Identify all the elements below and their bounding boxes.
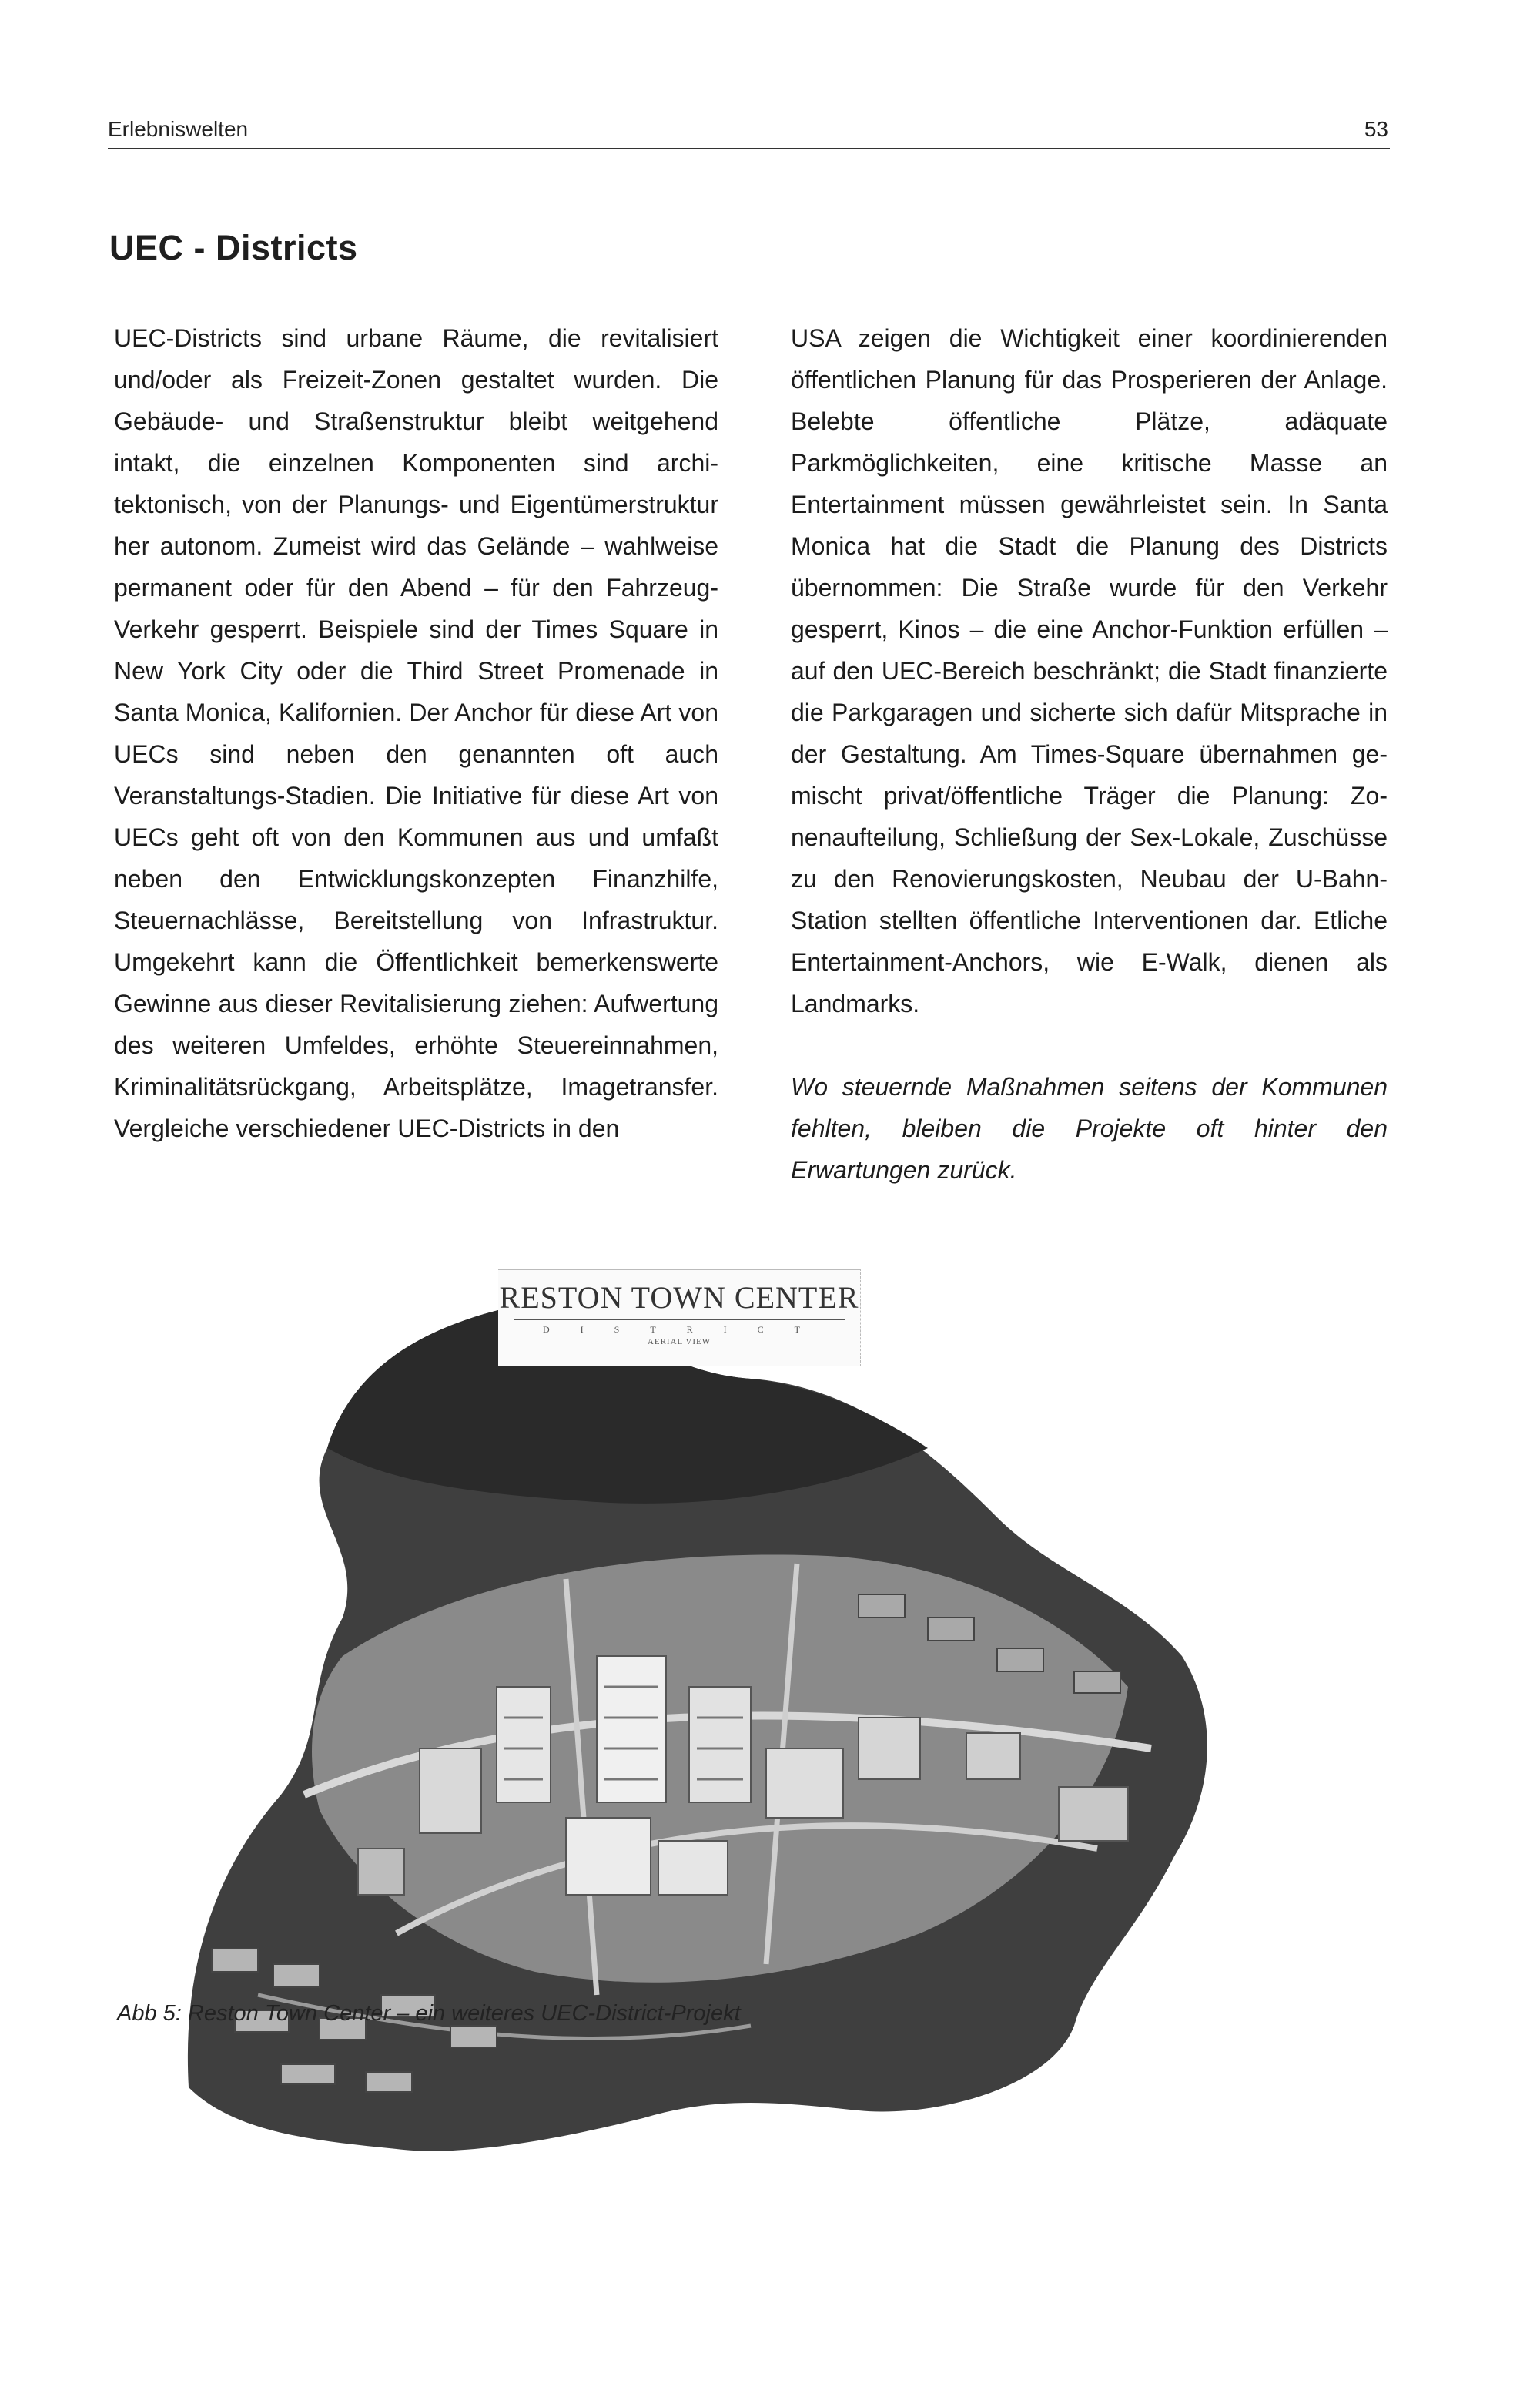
figure-caption: Abb 5: Reston Town Center – ein weiteres UEC-District-Projekt [117, 2001, 741, 2026]
aerial-view-illustration [166, 1255, 1240, 2395]
figure-label-subtitle: DISTRICT [543, 1324, 831, 1335]
figure-label-view: AERIAL VIEW [647, 1337, 711, 1346]
right-column-text: USA zeigen die Wichtigkeit einer koordinierenden öffentlichen Planung für das Prosperieren der Anlage. Belebte öffentliche Plätze, adäquate Parkmöglichkeiten, eine kritische Masse an Entertainment müssen gewährleistet sein. In Santa Monica hat die Stadt die Planung des Districts übernommen: Die Straße wurde für den Verkehr gesperrt, Kinos – die eine Anchor-Funktion erfüllen – auf den UEC-Bereich beschränkt; die Stadt finanzierte die Parkgaragen und sicherte sich dafür Mitsprache in der Gestaltung. Am Times-Square übernahmen gemischt privat/öffentliche Träger die Planung: Zonenaufteilung, Schließung der Sex-Lokale, Zuschüsse zu den Renovierungskosten, Neubau der U-Bahn-Station stellten öffentliche Interventionen dar. Etliche Entertainment-Anchors, wie E-Walk, dienen als Landmarks. [791, 324, 1388, 1017]
page-title: UEC - Districts [109, 228, 358, 267]
left-column [114, 317, 718, 1149]
aerial-view-figure [166, 1255, 1240, 2407]
running-header [108, 116, 1390, 149]
page-number: 53 [1364, 117, 1388, 141]
right-column [791, 317, 1388, 1191]
figure-label-title: RESTON TOWN CENTER [499, 1280, 859, 1315]
left-column-text: UEC-Districts sind urbane Räume, die revitalisiert und/oder als Freizeit-Zonen gestaltet wurden. Die Gebäude- und Straßenstruktur bleibt weitgehend intakt, die einzelnen Komponenten sind architektonisch, von der Planungs- und Eigentümerstruktur her autonom. Zumeist wird das Gelände – wahlweise permanent oder für den Abend – für den Fahrzeug-Verkehr gesperrt. Beispiele sind der Times Square in New York City oder die Third Street Promenade in Santa Monica, Kalifornien. Der Anchor für diese Art von UECs sind neben den genannten oft auch Veranstaltungs-Stadien. Die Initiative für diese Art von UECs geht oft von den Kommunen aus und umfaßt neben den Entwicklungskonzepten Finanzhilfe, Steuernachlässe, Bereitstellung von Infrastruktur. Umgekehrt kann die Öffentlichkeit bemerkenswerte Gewinne aus dieser Revitalisierung ziehen: Aufwertung des weiteren Umfeldes, erhöhte Steuereinnahmen, Kriminalitätsrückgang, Arbeitsplätze, Imagetransfer. Vergleiche verschiedener UEC-Districts in den [114, 324, 718, 1142]
italic-note: Wo steuernde Maßnahmen seitens der Kommunen fehlten, bleiben die Projekte oft hinter den Erwartungen zurück. [791, 1073, 1388, 1184]
figure-label [498, 1269, 861, 1366]
figure-label-rule [514, 1319, 845, 1320]
header-section-title: Erlebniswelten [108, 117, 249, 141]
